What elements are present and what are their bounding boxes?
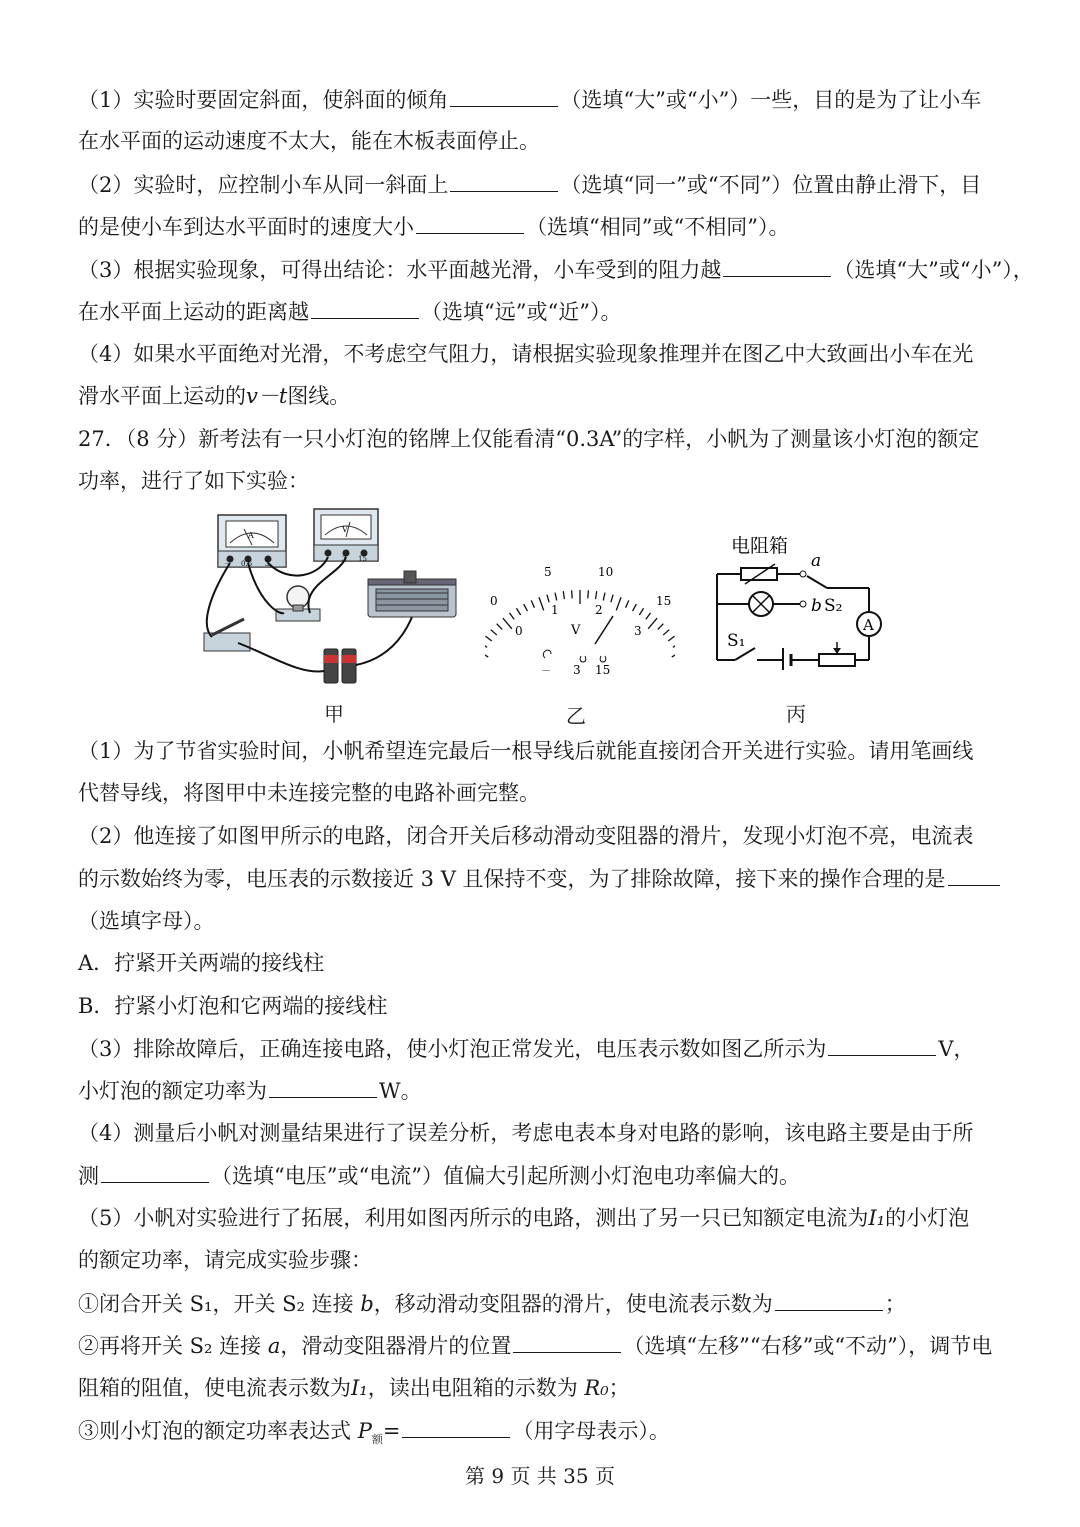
dial-tick — [497, 624, 503, 630]
dial-tick — [516, 608, 520, 615]
yi-terminal-15: 15 — [595, 663, 611, 677]
q27-step2-line2: 阻箱的阻值，使电流表示数为I₁，读出电阻箱的示数为 R₀； — [78, 1376, 630, 1400]
answer-blank[interactable] — [416, 211, 524, 234]
scale-top-15: 15 — [656, 594, 672, 608]
q26-part2-line1: （2）实验时，应控制小车从同一斜面上 （选填“同一”或“不同”）位置由静止滑下，目 — [78, 169, 981, 200]
dial-tick — [616, 597, 621, 610]
answer-blank[interactable] — [775, 1288, 883, 1311]
answer-blank[interactable] — [723, 254, 831, 277]
q27-part4-line2: 测 （选填“电压”或“电流”）值偏大引起所测小灯泡电功率偏大的。 — [78, 1160, 800, 1191]
q27-part3-line1: （3）排除故障后，正确连接电路，使小灯泡正常发光，电压表示数如图乙所示为 V， — [78, 1033, 975, 1064]
answer-blank[interactable] — [948, 863, 1000, 886]
dial-tick — [491, 630, 497, 635]
ammeter-device — [218, 515, 286, 568]
answer-blank[interactable] — [828, 1033, 936, 1056]
q27-part1-line1: （1）为了节省实验时间，小帆希望连完最后一根导线后就能直接闭合开关进行实验。请用笔画线 — [78, 739, 974, 763]
q27-part2-line3: （选填字母）。 — [78, 909, 215, 933]
dial-tick — [633, 604, 637, 611]
dial-tick — [485, 636, 491, 641]
dial-tick — [663, 630, 669, 635]
dial-tick — [524, 604, 528, 611]
q27-step2-line1: ②再将开关 S₂ 连接 a，滑动变阻器滑片的位置 （选填“左移”“右移”或“不动”），调节电 — [78, 1330, 992, 1361]
ammeter-terminal-neg: － — [224, 560, 231, 568]
answer-blank[interactable] — [269, 1075, 377, 1098]
switch-s2-blade — [807, 576, 827, 588]
figure-label-yi: 乙 — [566, 704, 586, 728]
rheostat-symbol — [819, 654, 855, 666]
dial-tick — [646, 613, 651, 619]
dial-tick — [531, 600, 534, 607]
voltmeter-terminal-3: 3 — [342, 555, 347, 563]
node-a-label: a — [811, 551, 822, 571]
q27-heading-line2: 功率，进行了如下实验： — [78, 469, 309, 493]
switch-s1-label: S₁ — [727, 631, 746, 651]
q26-part4-line1: （4）如果水平面绝对光滑，不考虑空气阻力，请根据实验现象推理并在图乙中大致画出小车在光 — [78, 342, 974, 366]
dial-tick — [555, 593, 557, 601]
scale-top-5: 5 — [544, 565, 552, 579]
voltmeter-device — [314, 509, 378, 563]
dial-tick — [639, 608, 643, 615]
q26-part1-line2: 在水平面的运动速度不太大，能在木板表面停止。 — [78, 129, 540, 153]
q27-heading: 27．（8 分）新考法有一只小灯泡的铭牌上仅能看清“0.3A”的字样，小帆为了测量该小灯泡的额定 — [78, 427, 980, 451]
q27-part5-line1: （5）小帆对实验进行了拓展，利用如图丙所示的电路，测出了另一只已知额定电流为I₁的小灯泡 — [78, 1206, 970, 1230]
figure-bing-schematic — [705, 530, 905, 670]
ammeter-symbol: A — [248, 531, 254, 540]
terminal-neg-icon — [543, 650, 551, 658]
dial-tick — [648, 618, 657, 629]
scale-bottom-2: 2 — [595, 603, 603, 617]
answer-blank[interactable] — [513, 1330, 621, 1353]
battery-icon — [324, 649, 356, 683]
q26-part3-line1: （3）根据实验现象，可得出结论：水平面越光滑，小车受到的阻力越 （选填“大”或“小”）， — [78, 254, 1034, 285]
dial-tick — [588, 590, 589, 598]
dial-tick — [503, 618, 512, 629]
dial-tick — [485, 643, 487, 647]
dial-tick — [673, 643, 675, 647]
q27-step1: ①闭合开关 S₁，开关 S₂ 连接 b，移动滑动变阻器的滑片，使电流表示数为 ； — [78, 1288, 906, 1319]
scale-bottom-3: 3 — [634, 624, 642, 638]
rheostat-icon — [368, 571, 456, 617]
scale-top-0: 0 — [490, 594, 498, 608]
dial-tick — [509, 613, 514, 619]
dial-tick — [563, 591, 564, 599]
dial-tick — [668, 636, 674, 641]
node-b-label: b — [811, 596, 822, 616]
answer-blank[interactable] — [101, 1160, 209, 1183]
dial-tick — [658, 624, 664, 630]
figure-label-jia: 甲 — [324, 702, 344, 726]
yi-terminal-neg: － — [541, 666, 551, 677]
dial-tick — [672, 650, 675, 657]
page-footer: 第 9 页 共 35 页 — [465, 1464, 615, 1488]
dial-tick — [539, 597, 544, 610]
answer-blank[interactable] — [450, 84, 558, 107]
dial-tick — [596, 591, 597, 599]
yi-terminal-3: 3 — [573, 663, 581, 677]
dial-tick — [611, 595, 613, 603]
dial-unit-v: V — [571, 623, 581, 638]
q27-part4-line1: （4）测量后小帆对测量结果进行了误差分析，考虑电表本身对电路的影响，该电路主要是由于所 — [78, 1121, 974, 1145]
q26-part2-line2: 的是使小车到达水平面时的速度大小 （选填“相同”或“不相同”）。 — [78, 211, 789, 242]
dial-tick — [603, 593, 605, 601]
switch-s2-label: S₂ — [824, 596, 843, 616]
dial-pointer — [595, 616, 613, 644]
scale-top-10: 10 — [598, 565, 614, 579]
scale-bottom-0: 0 — [515, 624, 523, 638]
scale-bottom-1: 1 — [551, 603, 559, 617]
option-b: B．拧紧小灯泡和它两端的接线柱 — [78, 994, 388, 1018]
q26-part4-line2: 滑水平面上运动的v－t图线。 — [78, 384, 351, 408]
voltmeter-terminal-15: 15 — [358, 555, 367, 563]
q26-part1-line1: （1）实验时要固定斜面，使斜面的倾角 （选填“大”或“小”）一些，目的是为了让小车 — [78, 84, 981, 115]
dial-tick — [626, 600, 629, 607]
dial-tick — [572, 590, 573, 598]
q27-part2-line1: （2）他连接了如图甲所示的电路，闭合开关后移动滑动变阻器的滑片，发现小灯泡不亮，电流表 — [78, 824, 974, 848]
dial-tick — [547, 595, 549, 603]
figure-jia-circuit — [190, 505, 480, 695]
figure-yi-dial — [485, 560, 675, 685]
answer-blank[interactable] — [450, 169, 558, 192]
option-a: A．拧紧开关两端的接线柱 — [78, 951, 325, 975]
dial-tick — [485, 650, 488, 657]
ammeter-symbol-label: A — [863, 616, 874, 634]
q27-part2-line2: 的示数始终为零，电压表的示数接近 3 V 且保持不变，为了排除故障，接下来的操作合理的是 — [78, 863, 1002, 894]
q27-part3-line2: 小灯泡的额定功率为 W。 — [78, 1075, 422, 1106]
resistor-box-label: 电阻箱 — [731, 535, 789, 557]
voltmeter-symbol: V — [342, 525, 348, 534]
q27-part5-line2: 的额定功率，请完成实验步骤： — [78, 1248, 372, 1272]
q27-part1-line2: 代替导线，将图甲中未连接完整的电路补画完整。 — [78, 781, 540, 805]
answer-blank[interactable] — [311, 296, 419, 319]
ammeter-terminal-3: 3 — [265, 560, 270, 568]
answer-blank[interactable] — [402, 1415, 510, 1438]
q27-step3: ③则小灯泡的额定功率表达式 $P_额=$ （用字母表示）。 — [78, 1415, 670, 1455]
figure-label-bing: 丙 — [786, 702, 806, 726]
ammeter-terminal-0.6: 0.6 — [241, 560, 253, 568]
q26-part3-line2: 在水平面上运动的距离越 （选填“远”或“近”）。 — [78, 296, 621, 327]
